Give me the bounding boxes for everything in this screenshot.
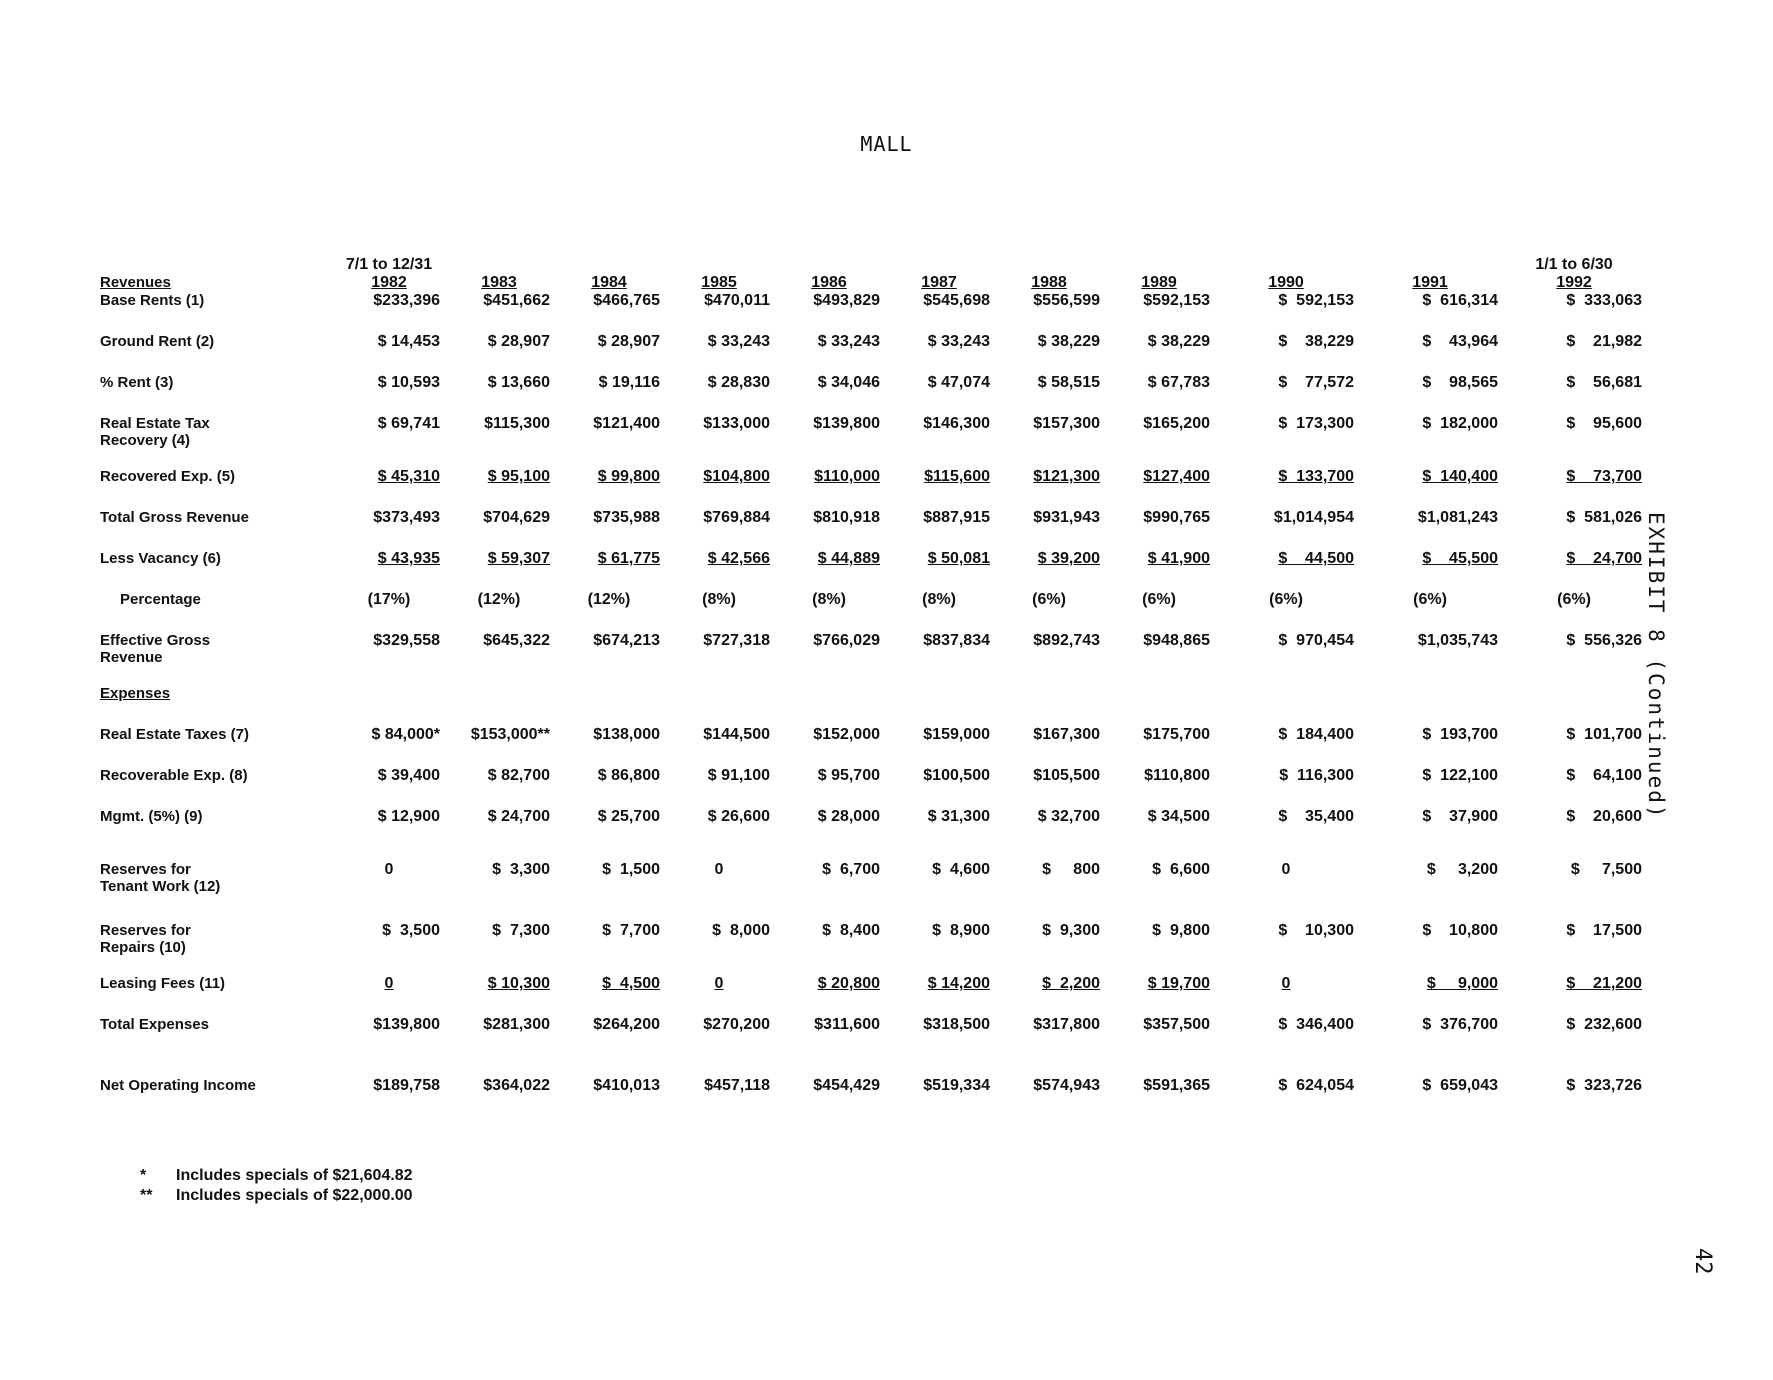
value-cell: $175,700 [1143,726,1210,743]
value-cell: $ 82,700 [487,767,550,784]
value-cell: $ 4,600 [932,861,990,878]
row-percent-rent [96,374,1646,415]
value-cell: $ 31,300 [927,808,990,825]
row-label: Total Expenses [100,1016,209,1033]
value-cell: 0 [1281,975,1291,992]
col-header-1988: 1988 [1031,274,1067,291]
value-cell: $ 64,100 [1566,767,1642,784]
row-reserves-tenant-work [96,861,1646,922]
value-cell: $ 10,300 [487,975,550,992]
footnote: * Includes specials of $21,604.82 [140,1167,413,1184]
value-cell: $ 3,300 [492,861,550,878]
value-cell: $ 193,700 [1422,726,1498,743]
value-cell: $ 43,964 [1422,333,1498,350]
row-total-gross-revenue [96,509,1646,550]
value-cell: $ 346,400 [1278,1016,1354,1033]
row-label: Less Vacancy (6) [100,550,221,567]
row-label: % Rent (3) [100,374,174,391]
value-cell: 0 [714,975,724,992]
value-cell: $ 44,889 [817,550,880,567]
value-cell: (8%) [812,591,846,608]
value-cell: 0 [384,861,394,878]
value-cell: $ 116,300 [1279,767,1354,784]
col-header-1985: 1985 [701,274,737,291]
row-label: Effective Gross Revenue [100,632,211,666]
value-cell: $545,698 [923,292,990,309]
value-cell: $ 67,783 [1147,374,1210,391]
row-net-operating-income [96,1077,1646,1118]
row-mgmt [96,808,1646,861]
value-cell: $ 101,700 [1566,726,1642,743]
value-cell: $159,000 [923,726,990,743]
value-cell: $110,800 [1144,767,1210,784]
value-cell: $ 8,400 [822,922,880,939]
col-header-1984: 1984 [591,274,627,291]
value-cell: $ 122,100 [1422,767,1498,784]
value-cell: $ 45,310 [377,468,440,485]
value-cell: $ 9,800 [1152,922,1210,939]
value-cell: $ 232,600 [1566,1016,1642,1033]
value-cell: $519,334 [923,1077,990,1094]
value-cell: $990,765 [1143,509,1210,526]
row-label: Reserves for Tenant Work (12) [100,861,221,895]
col-header-1983: 1983 [481,274,517,291]
value-cell: $ 98,565 [1422,374,1498,391]
value-cell: $592,153 [1143,292,1210,309]
value-cell: $ 19,700 [1147,975,1210,992]
value-cell: $121,400 [593,415,660,432]
value-cell: $ 3,500 [382,922,440,939]
value-cell: $270,200 [703,1016,770,1033]
col-header-1987: 1987 [921,274,957,291]
value-cell: (6%) [1557,591,1591,608]
value-cell: $ 17,500 [1566,922,1642,939]
value-cell: $ 95,600 [1566,415,1642,432]
value-cell: $591,365 [1143,1077,1210,1094]
value-cell: $ 95,700 [817,767,880,784]
value-cell: $ 38,229 [1037,333,1100,350]
value-cell: 0 [384,975,394,992]
value-cell: $ 24,700 [1566,550,1642,567]
row-label: Recovered Exp. (5) [100,468,236,485]
value-cell: $152,000 [813,726,880,743]
value-cell: $ 24,700 [487,808,550,825]
value-cell: $ 91,100 [707,767,770,784]
value-cell: (6%) [1142,591,1176,608]
row-recoverable-exp [96,767,1646,808]
value-cell: $ 20,800 [817,975,880,992]
col-header-1992: 1/1 to 6/30 1992 [1535,256,1613,291]
value-cell: $727,318 [703,632,770,649]
value-cell: $704,629 [483,509,550,526]
value-cell: $110,000 [814,468,880,485]
value-cell: $1,035,743 [1417,632,1498,649]
value-cell: $457,118 [704,1077,770,1094]
value-cell: (8%) [922,591,956,608]
value-cell: $948,865 [1143,632,1210,649]
value-cell: $ 800 [1042,861,1100,878]
value-cell: $ 376,700 [1422,1016,1498,1033]
value-cell: $ 39,400 [377,767,440,784]
value-cell: $1,014,954 [1273,509,1354,526]
value-cell: $139,800 [813,415,880,432]
value-cell: $318,500 [923,1016,990,1033]
row-label: Total Gross Revenue [100,509,249,526]
col-header-1982: 7/1 to 12/31 1982 [345,256,433,291]
value-cell: $ 43,935 [377,550,440,567]
value-cell: $ 28,907 [487,333,550,350]
row-label: Percentage [120,591,201,608]
value-cell: $ 33,243 [707,333,770,350]
value-cell: $ 9,300 [1042,922,1100,939]
value-cell: $138,000 [593,726,660,743]
value-cell: $364,022 [483,1077,550,1094]
value-cell: $311,600 [814,1016,880,1033]
row-label: Real Estate Tax Recovery (4) [100,415,210,449]
value-cell: $ 58,515 [1037,374,1100,391]
value-cell: $104,800 [703,468,770,485]
value-cell: $766,029 [813,632,880,649]
row-label: Net Operating Income [100,1077,256,1094]
value-cell: $ 95,100 [487,468,550,485]
value-cell: $ 28,907 [597,333,660,350]
value-cell: $ 21,200 [1566,975,1642,992]
value-cell: $931,943 [1033,509,1100,526]
value-cell: $ 12,900 [377,808,440,825]
footnotes [140,1166,413,1206]
row-ground-rent [96,333,1646,374]
value-cell: $493,829 [813,292,880,309]
value-cell: $674,213 [593,632,660,649]
row-label: Real Estate Taxes (7) [100,726,249,743]
value-cell: $ 659,043 [1422,1077,1498,1094]
value-cell: $466,765 [593,292,660,309]
col-header-1991: 1991 [1412,274,1448,291]
value-cell: $470,011 [704,292,770,309]
value-cell: $127,400 [1143,468,1210,485]
value-cell: $317,800 [1033,1016,1100,1033]
value-cell: $ 86,800 [597,767,660,784]
row-recovered-exp [96,468,1646,509]
value-cell: $ 3,200 [1426,861,1498,878]
value-cell: $233,396 [373,292,440,309]
value-cell: $281,300 [483,1016,550,1033]
value-cell: $ 8,900 [932,922,990,939]
value-cell: $ 592,153 [1278,292,1354,309]
value-cell: $ 19,116 [598,374,660,391]
value-cell: $ 59,307 [487,550,550,567]
value-cell: $ 624,054 [1278,1077,1354,1094]
value-cell: $574,943 [1033,1077,1100,1094]
value-cell: $ 7,700 [602,922,660,939]
row-total-expenses [96,1016,1646,1077]
value-cell: (6%) [1413,591,1447,608]
value-cell: $ 28,000 [817,808,880,825]
value-cell: $ 35,400 [1278,808,1354,825]
value-cell: $769,884 [703,509,770,526]
value-cell: $121,300 [1033,468,1100,485]
value-cell: $ 6,700 [822,861,880,878]
value-cell: $ 73,700 [1566,468,1642,485]
value-cell: $329,558 [373,632,440,649]
value-cell: $ 41,900 [1147,550,1210,567]
value-cell: (6%) [1032,591,1066,608]
row-label: Mgmt. (5%) (9) [100,808,203,825]
value-cell: $ 323,726 [1566,1077,1642,1094]
value-cell: $ 25,700 [597,808,660,825]
value-cell: $105,500 [1033,767,1100,784]
value-cell: $153,000** [470,726,550,743]
value-cell: $892,743 [1033,632,1100,649]
value-cell: $735,988 [593,509,660,526]
value-cell: $ 84,000* [371,726,440,743]
page-number: 42 [1690,1248,1715,1275]
value-cell: $ 32,700 [1037,808,1100,825]
header-row [96,240,1646,292]
value-cell: $ 6,600 [1152,861,1210,878]
value-cell: $ 33,243 [817,333,880,350]
value-cell: $ 8,000 [712,922,770,939]
value-cell: $ 581,026 [1566,509,1642,526]
value-cell: $ 34,046 [817,374,880,391]
value-cell: $ 33,243 [927,333,990,350]
row-re-taxes [96,726,1646,767]
footnote: ** Includes specials of $22,000.00 [140,1187,413,1204]
value-cell: (17%) [367,591,411,608]
value-cell: $ 44,500 [1278,550,1354,567]
value-cell: $454,429 [813,1077,880,1094]
row-base-rents [96,292,1646,333]
col-header-1990: 1990 [1268,274,1304,291]
value-cell: $ 42,566 [707,550,770,567]
exhibit-label: EXHIBIT 8 (Continued) [1644,512,1668,820]
expenses-heading: Expenses [100,685,171,702]
value-cell: $ 69,741 [377,415,440,432]
value-cell: $887,915 [923,509,990,526]
value-cell: $ 173,300 [1278,415,1354,432]
value-cell: $ 56,681 [1566,374,1642,391]
value-cell: $837,834 [923,632,990,649]
row-effective-gross-revenue [96,632,1646,685]
page-title: MALL [860,132,913,156]
financial-table [96,240,1646,1118]
value-cell: $ 140,400 [1422,468,1498,485]
value-cell: $ 616,314 [1422,292,1498,309]
value-cell: $ 133,700 [1278,468,1354,485]
value-cell: (6%) [1269,591,1303,608]
value-cell: $100,500 [923,767,990,784]
value-cell: (12%) [477,591,521,608]
row-less-vacancy [96,550,1646,591]
value-cell: $ 37,900 [1422,808,1498,825]
value-cell: $ 2,200 [1042,975,1100,992]
value-cell: $ 1,500 [602,861,660,878]
value-cell: $ 26,600 [707,808,770,825]
value-cell: $ 20,600 [1566,808,1642,825]
value-cell: $157,300 [1033,415,1100,432]
row-label: Leasing Fees (11) [100,975,226,992]
value-cell: $ 34,500 [1147,808,1210,825]
row-expenses-heading [96,685,1646,726]
value-cell: $ 77,572 [1278,374,1354,391]
value-cell: $ 556,326 [1566,632,1642,649]
row-label: Reserves for Repairs (10) [100,922,191,956]
row-label: Recoverable Exp. (8) [100,767,248,784]
value-cell: $ 38,229 [1278,333,1354,350]
value-cell: $146,300 [923,415,990,432]
row-re-tax-recovery [96,415,1646,468]
value-cell: $ 10,800 [1422,922,1498,939]
value-cell: $167,300 [1033,726,1100,743]
row-reserves-repairs [96,922,1646,975]
value-cell: $ 47,074 [927,374,990,391]
value-cell: $ 50,081 [927,550,990,567]
value-cell: $ 333,063 [1566,292,1642,309]
value-cell: $ 10,300 [1278,922,1354,939]
value-cell: $189,758 [373,1077,440,1094]
value-cell: $ 14,200 [927,975,990,992]
row-percentage [96,591,1646,632]
value-cell: 0 [714,861,724,878]
value-cell: $264,200 [593,1016,660,1033]
row-label: Base Rents (1) [100,292,205,309]
value-cell: $165,200 [1143,415,1210,432]
value-cell: $115,300 [484,415,550,432]
value-cell: $139,800 [373,1016,440,1033]
col-header-1986: 1986 [811,274,847,291]
value-cell: $ 39,200 [1037,550,1100,567]
value-cell: $ 21,982 [1566,333,1642,350]
value-cell: $ 10,593 [377,374,440,391]
value-cell: $810,918 [813,509,880,526]
value-cell: $ 182,000 [1422,415,1498,432]
value-cell: $ 14,453 [377,333,440,350]
value-cell: $410,013 [593,1077,660,1094]
value-cell: $ 61,775 [597,550,660,567]
revenues-heading: Revenues [100,274,171,291]
value-cell: (12%) [587,591,631,608]
row-label: Ground Rent (2) [100,333,215,350]
value-cell: $115,600 [924,468,990,485]
value-cell: $ 45,500 [1422,550,1498,567]
value-cell: $451,662 [483,292,550,309]
value-cell: $373,493 [373,509,440,526]
value-cell: (8%) [702,591,736,608]
value-cell: $ 7,500 [1570,861,1642,878]
value-cell: $ 9,000 [1426,975,1498,992]
value-cell: $645,322 [483,632,550,649]
value-cell: $ 970,454 [1278,632,1354,649]
value-cell: $1,081,243 [1417,509,1498,526]
value-cell: $144,500 [703,726,770,743]
value-cell: $ 4,500 [602,975,660,992]
value-cell: $ 7,300 [492,922,550,939]
value-cell: $ 13,660 [487,374,550,391]
value-cell: 0 [1281,861,1291,878]
value-cell: $133,000 [703,415,770,432]
value-cell: $ 38,229 [1147,333,1210,350]
row-leasing-fees [96,975,1646,1016]
value-cell: $357,500 [1143,1016,1210,1033]
value-cell: $556,599 [1033,292,1100,309]
value-cell: $ 99,800 [597,468,660,485]
value-cell: $ 184,400 [1278,726,1354,743]
col-header-1989: 1989 [1141,274,1177,291]
value-cell: $ 28,830 [707,374,770,391]
